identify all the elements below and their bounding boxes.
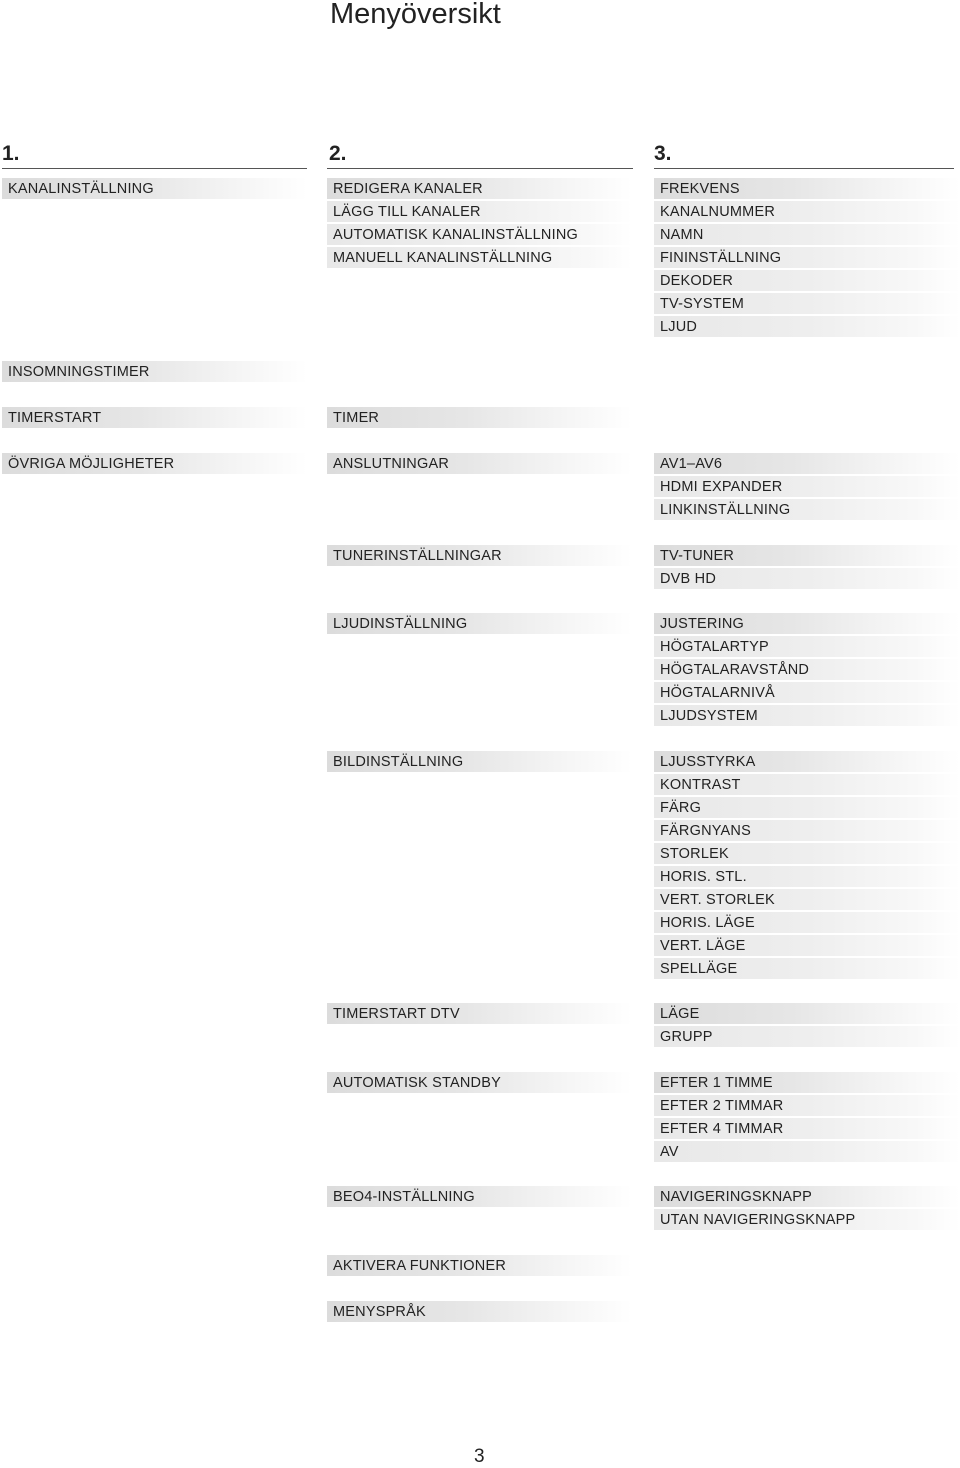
- menu-item-efter-4-timmar[interactable]: EFTER 4 TIMMAR: [654, 1118, 960, 1139]
- menu-item-tunerinstallningar[interactable]: TUNERINSTÄLLNINGAR: [327, 545, 632, 566]
- menu-item-spellage[interactable]: SPELLÄGE: [654, 958, 960, 979]
- column-2-rule: [327, 168, 633, 169]
- menu-item-utan-navigeringsknapp[interactable]: UTAN NAVIGERINGSKNAPP: [654, 1209, 960, 1230]
- menu-item-horis-stl[interactable]: HORIS. STL.: [654, 866, 960, 887]
- menu-item-beo4-installning[interactable]: BEO4-INSTÄLLNING: [327, 1186, 632, 1207]
- column-2-heading: 2.: [329, 142, 347, 165]
- menu-item-tv-system[interactable]: TV-SYSTEM: [654, 293, 960, 314]
- menu-item-grupp[interactable]: GRUPP: [654, 1026, 960, 1047]
- menu-item-insomningstimer[interactable]: INSOMNINGSTIMER: [2, 361, 307, 382]
- menu-item-automatisk-kanalinstallning[interactable]: AUTOMATISK KANALINSTÄLLNING: [327, 224, 632, 245]
- menu-item-fargnyans[interactable]: FÄRGNYANS: [654, 820, 960, 841]
- menu-item-vert-storlek[interactable]: VERT. STORLEK: [654, 889, 960, 910]
- menu-item-av1-av6[interactable]: AV1–AV6: [654, 453, 960, 474]
- menu-item-timer[interactable]: TIMER: [327, 407, 632, 428]
- menu-item-ljudinstallning[interactable]: LJUDINSTÄLLNING: [327, 613, 632, 634]
- menu-item-kanalinstallning[interactable]: KANALINSTÄLLNING: [2, 178, 307, 199]
- menu-item-hogtalaravstand[interactable]: HÖGTALARAVSTÅND: [654, 659, 960, 680]
- menu-item-hogtalartyp[interactable]: HÖGTALARTYP: [654, 636, 960, 657]
- menu-item-av[interactable]: AV: [654, 1141, 960, 1162]
- menu-item-hdmi-expander[interactable]: HDMI EXPANDER: [654, 476, 960, 497]
- menu-item-justering[interactable]: JUSTERING: [654, 613, 960, 634]
- menu-item-tv-tuner[interactable]: TV-TUNER: [654, 545, 960, 566]
- menu-item-frekvens[interactable]: FREKVENS: [654, 178, 960, 199]
- menu-item-dvb-hd[interactable]: DVB HD: [654, 568, 960, 589]
- column-3-heading: 3.: [654, 142, 672, 165]
- menu-item-redigera-kanaler[interactable]: REDIGERA KANALER: [327, 178, 632, 199]
- menu-item-kontrast[interactable]: KONTRAST: [654, 774, 960, 795]
- menu-item-fininstallning[interactable]: FININSTÄLLNING: [654, 247, 960, 268]
- page-number: 3: [474, 1446, 485, 1467]
- menu-item-efter-2-timmar[interactable]: EFTER 2 TIMMAR: [654, 1095, 960, 1116]
- menu-item-namn[interactable]: NAMN: [654, 224, 960, 245]
- menu-item-lage[interactable]: LÄGE: [654, 1003, 960, 1024]
- menu-item-storlek[interactable]: STORLEK: [654, 843, 960, 864]
- page-title: Menyöversikt: [330, 0, 501, 30]
- menu-item-farg[interactable]: FÄRG: [654, 797, 960, 818]
- menu-item-horis-lage[interactable]: HORIS. LÄGE: [654, 912, 960, 933]
- menu-item-ljudsystem[interactable]: LJUDSYSTEM: [654, 705, 960, 726]
- column-1-heading: 1.: [2, 142, 20, 165]
- menu-item-navigeringsknapp[interactable]: NAVIGERINGSKNAPP: [654, 1186, 960, 1207]
- menu-item-hogtalarniva[interactable]: HÖGTALARNIVÅ: [654, 682, 960, 703]
- menu-item-automatisk-standby[interactable]: AUTOMATISK STANDBY: [327, 1072, 632, 1093]
- menu-item-linkinstallning[interactable]: LINKINSTÄLLNING: [654, 499, 960, 520]
- menu-item-efter-1-timme[interactable]: EFTER 1 TIMME: [654, 1072, 960, 1093]
- menu-item-timerstart-dtv[interactable]: TIMERSTART DTV: [327, 1003, 632, 1024]
- menu-item-kanalnummer[interactable]: KANALNUMMER: [654, 201, 960, 222]
- menu-item-aktivera-funktioner[interactable]: AKTIVERA FUNKTIONER: [327, 1255, 632, 1276]
- column-1-rule: [2, 168, 307, 169]
- menu-item-manuell-kanalinstallning[interactable]: MANUELL KANALINSTÄLLNING: [327, 247, 632, 268]
- menu-item-timerstart[interactable]: TIMERSTART: [2, 407, 307, 428]
- menu-item-ovriga-mojligheter[interactable]: ÖVRIGA MÖJLIGHETER: [2, 453, 307, 474]
- menu-item-ljud[interactable]: LJUD: [654, 316, 960, 337]
- menu-item-menysprak[interactable]: MENYSPRÅK: [327, 1301, 632, 1322]
- menu-item-dekoder[interactable]: DEKODER: [654, 270, 960, 291]
- column-3-rule: [654, 168, 954, 169]
- menu-item-bildinstallning[interactable]: BILDINSTÄLLNING: [327, 751, 632, 772]
- menu-item-anslutningar[interactable]: ANSLUTNINGAR: [327, 453, 632, 474]
- menu-item-lagg-till-kanaler[interactable]: LÄGG TILL KANALER: [327, 201, 632, 222]
- menu-item-vert-lage[interactable]: VERT. LÄGE: [654, 935, 960, 956]
- menu-item-ljusstyrka[interactable]: LJUSSTYRKA: [654, 751, 960, 772]
